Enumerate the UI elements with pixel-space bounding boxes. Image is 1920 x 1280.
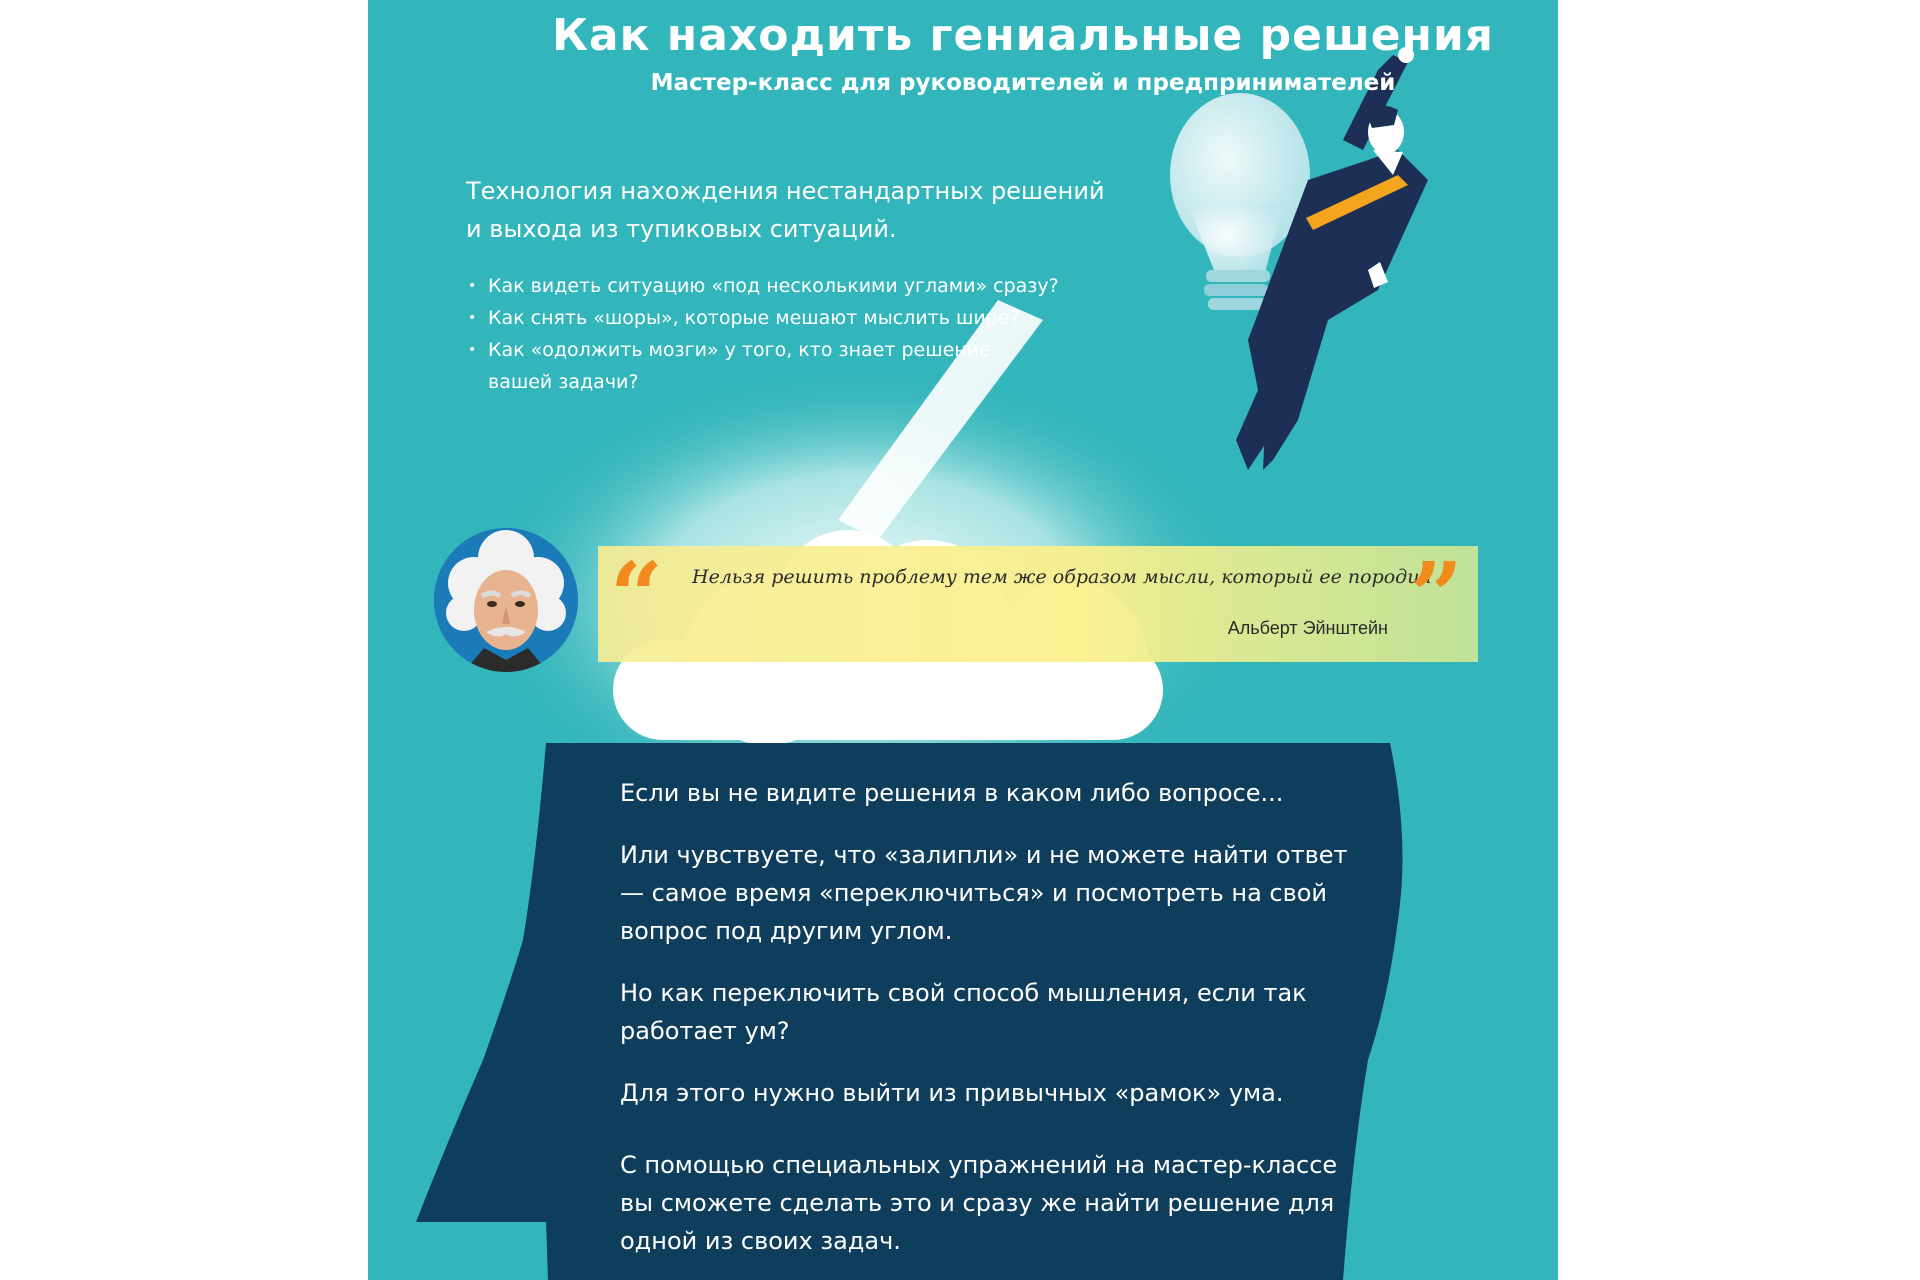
intro-lead-line-2: и выхода из тупиковых ситуаций. [466, 215, 897, 243]
landing-page [368, 0, 1558, 1280]
body-paragraph: Для этого нужно выйти из привычных «рамок» ума. [620, 1079, 1284, 1107]
page-title: Как находить гениальные решения [551, 10, 1495, 61]
quote-box [598, 542, 1478, 662]
body-paragraph: Или чувствуете, что «залипли» и не можете найти ответ — самое время «переключиться» и посмотреть на свой вопрос под другим углом. [620, 841, 1348, 945]
intro-bullet-list [466, 270, 1106, 398]
intro-lead-line-1: Технология нахождения нестандартных решений [466, 177, 1105, 205]
intro-lead [466, 172, 1186, 248]
quote-close-icon: ” [1410, 542, 1463, 650]
quote-author: Альберт Эйнштейн [1227, 618, 1388, 638]
einstein-avatar [434, 528, 578, 672]
bullet-item: • Как «одолжить мозги» у того, кто знает решение вашей задачи? [466, 334, 1106, 398]
bullet-item: • Как снять «шоры», которые мешают мыслить шире? [466, 302, 1106, 334]
bullet-item: • Как видеть ситуацию «под несколькими углами» сразу? [466, 270, 1106, 302]
quote-text: Нельзя решить проблему тем же образом мысли, который ее породил [692, 566, 1432, 588]
einstein-portrait-icon [434, 528, 578, 672]
head-body-text [620, 774, 1360, 1280]
page-subtitle: Мастер-класс для руководителей и предпринимателей [650, 70, 1396, 96]
body-paragraph: Но как переключить свой способ мышления, если так работает ум? [620, 979, 1307, 1045]
body-paragraph: С помощью специальных упражнений на мастер-классе вы сможете сделать это и сразу же найти решение для одной из своих задач. [620, 1151, 1338, 1255]
body-paragraph: Если вы не видите решения в каком либо вопросе... [620, 779, 1284, 807]
quote-open-icon: “ [610, 542, 663, 650]
